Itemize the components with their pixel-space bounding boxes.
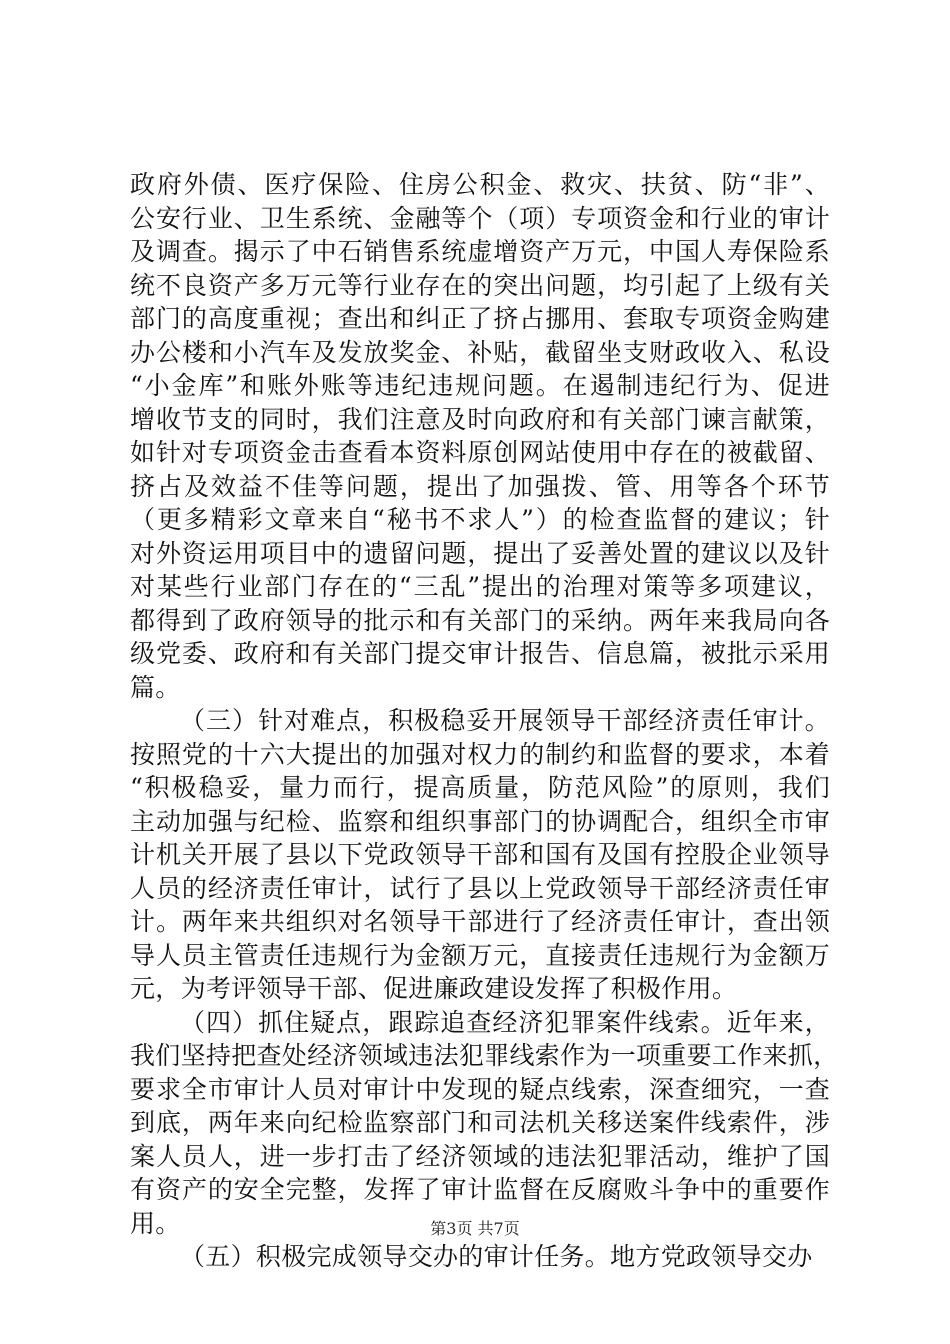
text-line: 人员的经济责任审计，试行了县以上党政领导干部经济责任审 [130,873,830,903]
text-line: 增收节支的同时，我们注意及时向政府和有关部门谏言献策， [130,404,830,434]
text-line: 及调查。揭示了中石销售系统虚增资产万元，中国人寿保险系 [130,237,830,266]
text-line: 导人员主管责任违规行为金额万元，直接责任违规行为金额万 [130,940,830,970]
text-line: 如针对专项资金击查看本资料原创网站使用中存在的被截留、 [130,438,830,467]
paragraph-2-section-three [130,704,830,1006]
paragraph-3-section-four [130,1006,839,1241]
text-line: 统不良资产多万元等行业存在的突出问题，均引起了上级有关 [130,270,830,300]
text-line: 对外资运用项目中的遗留问题，提出了妥善处置的建议以及针 [130,538,830,568]
text-line: 政府外债、医疗保险、住房公积金、救灾、扶贫、防“非”、 [130,170,830,199]
text-line: 按照党的十六大提出的加强对权力的制约和监督的要求，本着 [130,739,830,769]
text-line: “小金库”和账外账等违纪违规问题。在遏制违纪行为、促进 [130,371,830,400]
text-line: 部门的高度重视；查出和纠正了挤占挪用、套取专项资金购建 [130,304,830,333]
text-line: （五）积极完成领导交办的审计任务。地方党政领导交办 [180,1242,813,1271]
text-line: 计机关开展了县以下党政领导干部和国有及国有控股企业领导 [130,840,830,869]
document-body [130,168,839,1274]
text-line: 都得到了政府领导的批示和有关部门的采纳。两年来我局向各 [130,605,830,635]
text-line: （更多精彩文章来自“秘书不求人”）的检查监督的建议；针 [130,505,830,534]
text-line: 有资产的安全完整，发挥了审计监督在反腐败斗争中的重要作 [130,1175,830,1204]
text-line: 级党委、政府和有关部门提交审计报告、信息篇，被批示采用 [130,639,830,668]
page-number-footer: 第3页 共7页 [430,1219,520,1238]
text-line: 计。两年来共组织对名领导干部进行了经济责任审计，查出领 [130,907,830,936]
text-line: （四）抓住疑点，跟踪追查经济犯罪案件线索。近年来， [180,1007,830,1037]
text-line: 挤占及效益不佳等问题，提出了加强拨、管、用等各个环节 [130,471,830,501]
text-line: 案人员人，进一步打击了经济领域的违法犯罪活动，维护了国 [130,1141,830,1171]
text-line: 主动加强与纪检、监察和组织事部门的协调配合，组织全市审 [130,806,830,836]
text-line: 用。 [130,1208,181,1238]
text-line: 篇。 [130,672,181,702]
text-line: 办公楼和小汽车及发放奖金、补贴，截留坐支财政收入、私设 [130,337,830,367]
text-line: （三）针对难点，积极稳妥开展领导干部经济责任审计。 [180,706,830,735]
text-line: 对某些行业部门存在的“三乱”提出的治理对策等多项建议， [130,572,830,601]
text-line: 我们坚持把查处经济领域违法犯罪线索作为一项重要工作来抓， [130,1041,839,1070]
text-line: 公安行业、卫生系统、金融等个（项）专项资金和行业的审计 [130,203,830,233]
paragraph-4-section-five [130,1240,830,1274]
text-line: 元，为考评领导干部、促进廉政建设发挥了积极作用。 [130,974,738,1003]
text-line: 要求全市审计人员对审计中发现的疑点线索，深查细究，一查 [130,1074,830,1104]
text-line: 到底，两年来向纪检监察部门和司法机关移送案件线索件，涉 [130,1108,830,1137]
paragraph-1 [130,168,830,704]
text-line: “积极稳妥，量力而行，提高质量，防范风险”的原则，我们 [130,773,830,802]
